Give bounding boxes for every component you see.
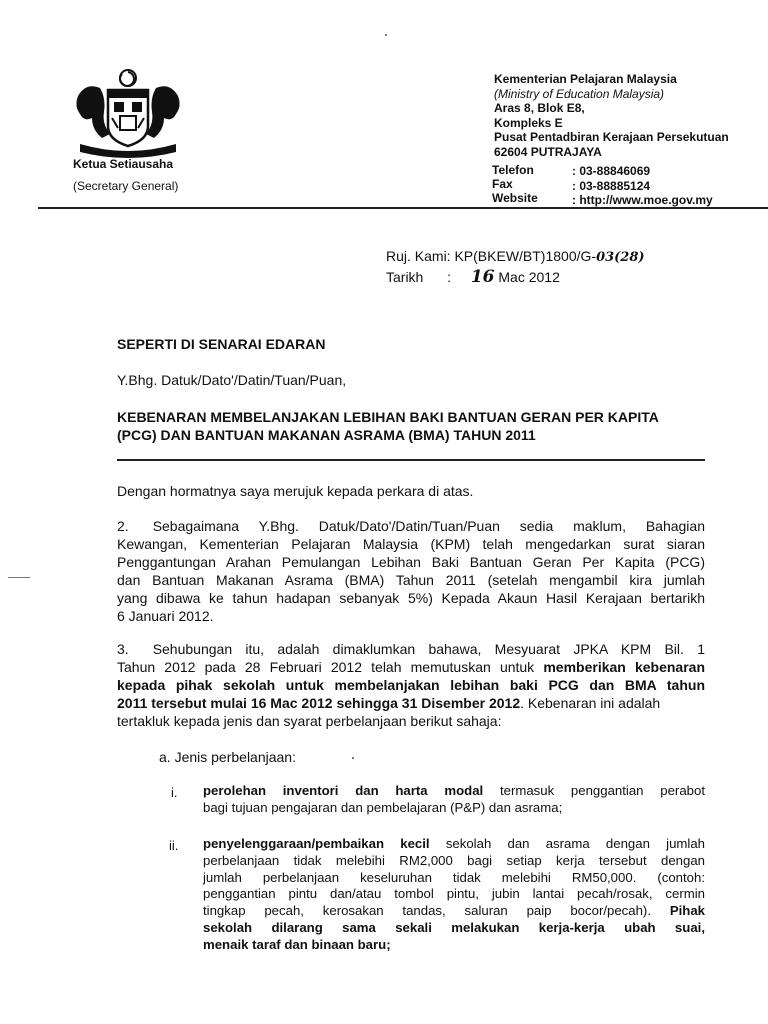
paragraph-line: Sebagaimana Y.Bhg. Datuk/Dato'/Datin/Tuan/Puan sedia maklum, Bahagian (152, 518, 705, 534)
item-ii-number: ii. (169, 838, 179, 853)
scan-mark (8, 577, 30, 578)
date-month-year: Mac 2012 (498, 269, 560, 285)
bold-text: kepada pihak sekolah untuk membelanjakan lebihan baki PCG dan BMA tahun (117, 677, 705, 693)
paragraph-1: Dengan hormatnya saya merujuk kepada perkara di atas. (117, 483, 474, 499)
fax-label: Fax (492, 177, 513, 191)
item-line: tingkap pecah, kerosakan tandas, saluran paip bocor/pecah). (203, 903, 670, 919)
handwritten-day: 16 (470, 267, 495, 287)
item-i-number: i. (171, 785, 178, 800)
reference-line (386, 248, 645, 265)
item-ii (203, 836, 705, 954)
paragraph-2 (117, 517, 705, 625)
recipient-line: SEPERTI DI SENARAI EDARAN (117, 336, 326, 352)
paragraph-line: Tahun 2012 pada 28 Februari 2012 telah memutuskan untuk (117, 659, 544, 675)
paragraph-line: . Kebenaran ini adalah (520, 695, 661, 711)
address-line: 62604 PUTRAJAYA (494, 144, 602, 159)
item-line: bagi tujuan pengajaran dan pembelajaran (P&P) dan asrama; (203, 799, 563, 815)
ministry-name-english: (Ministry of Education Malaysia) (494, 86, 665, 101)
item-line: penggantian pintu dan/atau tombol pintu, jubin lantai pecah/rosak, cermin (203, 886, 705, 902)
paragraph-3 (117, 640, 705, 730)
sender-title: Ketua Setiausaha (73, 157, 174, 171)
date-line (386, 267, 560, 287)
address-line: Pusat Pentadbiran Kerajaan Persekutuan (494, 130, 729, 144)
address-line: Kompleks E (494, 115, 563, 130)
subject-underline (117, 459, 705, 461)
website-label: Website (492, 191, 538, 205)
letterhead-divider (38, 207, 768, 209)
scan-speck (352, 757, 354, 759)
bold-text: menaik taraf dan binaan baru; (203, 936, 391, 952)
coat-of-arms-logo (68, 66, 188, 158)
bold-text: sekolah dilarang sama sekali melakukan kerja-kerja ubah suai, (203, 919, 705, 935)
bold-text: 2011 tersebut mulai 16 Mac 2012 sehingga 31 Disember 2012 (117, 695, 521, 711)
fax-value: : 03-88885124 (572, 178, 651, 193)
item-line: jumlah perbelanjaan keseluruhan tidak melebihi RM50,000. (contoh: (203, 869, 705, 885)
item-i (203, 783, 705, 817)
telefon-value: : 03-88846069 (572, 164, 651, 178)
paragraph-line: Penggantungan Arahan Pemulangan Lebihan Baki Bantuan Geran Per Kapita (PCG) (117, 554, 705, 570)
website-value: : http://www.moe.gov.my (572, 193, 713, 207)
date-label: Tarikh (386, 269, 424, 285)
paragraph-line: tertakluk kepada jenis dan syarat perbelanjaan berikut sahaja: (117, 713, 502, 729)
contact-labels (492, 163, 538, 205)
subject-heading (117, 408, 659, 444)
bold-text: memberikan kebenaran (543, 659, 706, 675)
date-colon: : (447, 269, 452, 285)
section-a-heading: a. Jenis perbelanjaan: (159, 749, 296, 765)
ministry-address (494, 72, 729, 159)
paragraph-line: Sehubungan itu, adalah dimaklumkan bahawa, Mesyuarat JPKA KPM Bil. 1 (152, 641, 705, 657)
handwritten-reference: 03(28) (596, 250, 645, 265)
subject-line: KEBENARAN MEMBELANJAKAN LEBIHAN BAKI BANTUAN GERAN PER KAPITA (117, 409, 659, 425)
item-line: termasuk penggantian perabot (483, 783, 705, 798)
paragraph-line: yang dibawa ke tahun hadapan sebanyak 5%) Kepada Akaun Hasil Kerajaan bertarikh (117, 590, 705, 606)
paragraph-line: 6 Januari 2012. (117, 608, 214, 624)
salutation: Y.Bhg. Datuk/Dato'/Datin/Tuan/Puan, (117, 372, 347, 388)
paragraph-number: 3. (117, 641, 129, 657)
item-line: sekolah dan asrama dengan jumlah (429, 836, 705, 851)
address-line: Aras 8, Blok E8, (494, 101, 585, 115)
paragraph-number: 2. (117, 518, 129, 534)
bold-text: Pihak (669, 903, 705, 919)
paragraph-line: dan Bantuan Makanan Asrama (BMA) Tahun 2011 (setelah mengambil kira jumlah (117, 572, 705, 588)
item-line: perbelanjaan tidak melebihi RM2,000 bagi setiap kerja tersebut dengan (203, 852, 705, 868)
subject-line: (PCG) DAN BANTUAN MAKANAN ASRAMA (BMA) TAHUN 2011 (117, 427, 536, 443)
contact-values (572, 164, 713, 208)
bold-text: penyelenggaraan/pembaikan kecil (203, 836, 430, 851)
sender-subtitle: (Secretary General) (73, 179, 179, 193)
telefon-label: Telefon (492, 163, 534, 177)
bold-text: perolehan inventori dan harta modal (203, 783, 484, 798)
reference-number: Ruj. Kami: KP(BKEW/BT)1800/G- (386, 248, 597, 264)
ministry-name: Kementerian Pelajaran Malaysia (494, 72, 677, 86)
scan-speck (385, 34, 387, 36)
paragraph-line: Kewangan, Kementerian Pelajaran Malaysia (KPM) telah mengedarkan surat siaran (117, 536, 705, 552)
